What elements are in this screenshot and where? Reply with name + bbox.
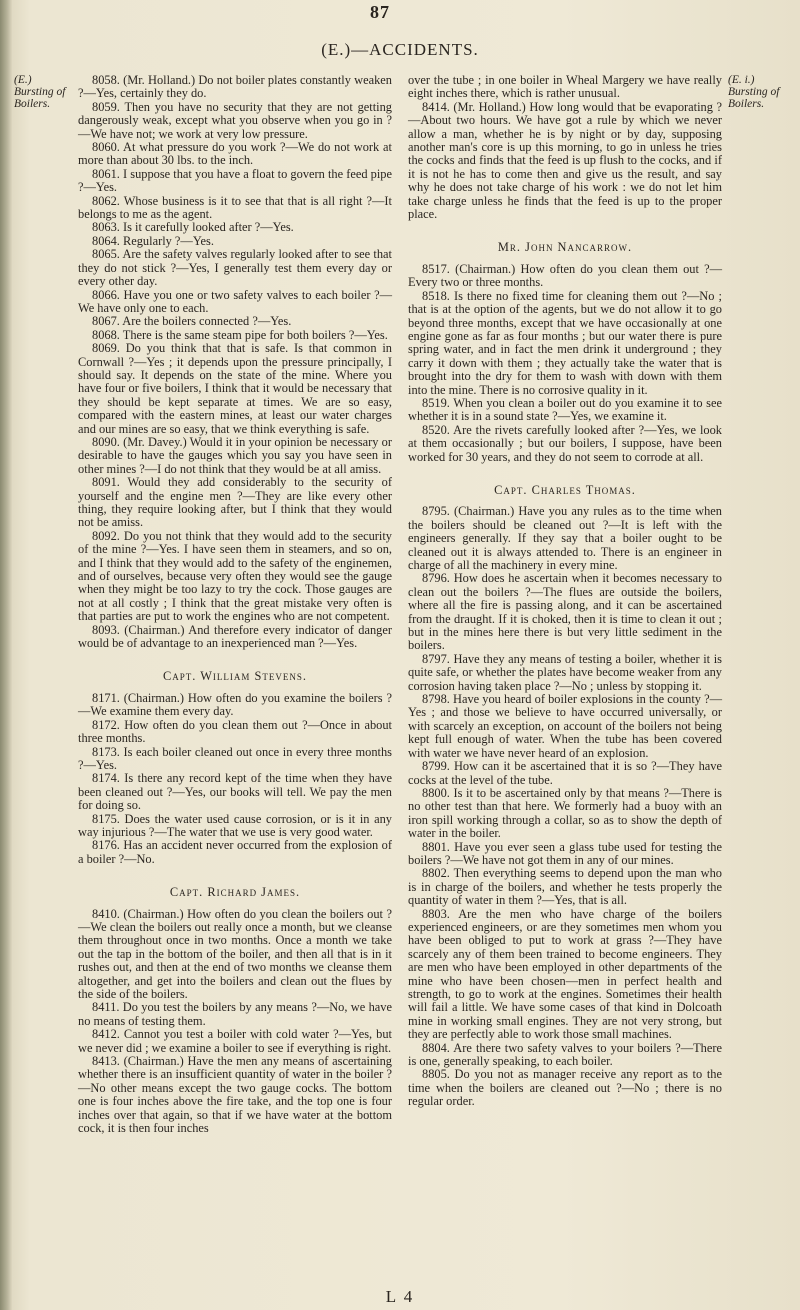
paragraph: 8058. (Mr. Holland.) Do not boiler plates constantly weaken ?—Yes, certainly they do. <box>78 73 392 101</box>
paragraph: 8062. Whose business is it to see that that is all right ?—It belongs to me as the agent. <box>78 193 392 222</box>
paragraph: 8796. How does he ascertain when it becomes necessary to clean out the boilers ?—The flues are outside the boilers, where all the fire is passing along, and it can be ascertained from the draught. If it is choked, then it is time to clean it out ; but in the mines here there is but very little sediment in the boilers. <box>408 571 722 653</box>
left-paragraphs-1 <box>78 74 392 650</box>
speaker-heading: Capt. William Stevens. <box>162 669 307 684</box>
right-paragraphs-3 <box>408 505 722 1108</box>
paragraph: 8063. Is it carefully looked after ?—Yes. <box>92 220 294 235</box>
paragraph: 8520. Are the rivets carefully looked after ?—Yes, we look at them occasionally ; but our boilers, I suppose, have been worked for 30 years, and they do not seem to corrode at all. <box>408 422 722 464</box>
paragraph: 8798. Have you heard of boiler explosions in the county ?—Yes ; and those we believe to have occurred universally, or with scarcely an exception, on account of the boilers not being kept full enough of water. When the tube has been covered with water we have never heard of an explosion. <box>408 692 722 760</box>
paragraph: 8091. Would they add considerably to the security of yourself and the engine men ?—They are like every other thing, they require looking after, but I think that they would not be amiss. <box>78 475 392 530</box>
paragraph: 8414. (Mr. Holland.) How long would that be evaporating ?—About two hours. We have got a rule by which we never allow a man, whether he is by night or by day, supposing another man's core is up this morning, to go in unless he tries the cocks and finds that the feed is up flush to the cocks, and if it is not he has to come then and give us the result, and say why he does not take charge of his work : we do not let him take charge unless he finds that the feed is up to the proper place. <box>408 99 722 222</box>
paragraph: 8797. Have they any means of testing a boiler, whether it is quite safe, or whether the plates have become weaker from any corrosion having taken place ?—No ; unless by stopping it. <box>408 651 722 693</box>
paragraph: 8411. Do you test the boilers by any means ?—No, we have no means of testing them. <box>78 1000 392 1028</box>
paragraph: 8069. Do you think that that is safe. Is that common in Cornwall ?—Yes ; it depends upon the pressure principally, I should say. It depends on the state of the mine. Where you have four or five boilers, I think that it would be necessary that they should be kept separate at times. We are so easy, compared with the eastern mines, at least our water charges and our mines are so easy, that we think everything is safe. <box>78 341 392 436</box>
paragraph: 8059. Then you have no security that they are not getting dangerously weak, except what you observe when you go in ?—We have not; we work at very low pressure. <box>78 99 392 141</box>
paragraph: 8175. Does the water used cause corrosion, or is it in any way injurious ?—The water that we use is very good water. <box>78 811 392 839</box>
book-binding-edge <box>0 0 12 1310</box>
paragraph: 8060. At what pressure do you work ?—We do not work at more than about 30 lbs. to the inch. <box>78 140 392 168</box>
right-column <box>408 74 722 1109</box>
left-paragraphs-3 <box>78 908 392 1136</box>
paragraph: 8176. Has an accident never occurred from the explosion of a boiler ?—No. <box>78 838 392 866</box>
paragraph: 8093. (Chairman.) And therefore every indicator of danger would be of advantage to an inexperienced man ?—Yes. <box>78 622 392 651</box>
paragraph: 8805. Do you not as manager receive any report as to the time when the boilers are cleaned out ?—No ; there is no regular order. <box>408 1067 722 1109</box>
paragraph: 8518. Is there no fixed time for cleaning them out ?—No ; that is at the option of the agents, but we do not allow it to go beyond three months, except that we have occasionally at one engine gone as far as four months ; but our water there is pure spring water, and in fact the men drink it underground ; they carry it down with them ; they actually take the water that is brought into the dry for them to wash with down with them into the mine. There is no corrosive quality in it. <box>408 288 722 397</box>
paragraph: 8413. (Chairman.) Have the men any means of ascertaining whether there is an insufficient quantity of water in the boiler ?—No other means except the two gauge cocks. The bottom one is four inches above the fire take, and the top one is four inches over that again, so that if we have water at the bottom cock, it is then four inches <box>78 1054 392 1136</box>
paragraph: 8804. Are there two safety valves to your boilers ?—There is one, generally speaking, to each boiler. <box>408 1040 722 1069</box>
section-header: (E.)—ACCIDENTS. <box>321 40 479 59</box>
paragraph: over the tube ; in one boiler in Wheal Margery we have really eight inches there, which is rather unusual. <box>408 73 722 101</box>
left-paragraphs-2 <box>78 692 392 866</box>
paragraph: 8799. How can it be ascertained that it is so ?—They have cocks at the level of the tube. <box>408 759 722 787</box>
left-column <box>78 74 392 1135</box>
page-number: 87 <box>370 2 390 22</box>
paragraph: 8173. Is each boiler cleaned out once in every three months ?—Yes. <box>78 744 392 772</box>
paragraph: 8068. There is the same steam pipe for both boilers ?—Yes. <box>92 327 388 342</box>
paragraph: 8061. I suppose that you have a float to govern the feed pipe ?—Yes. <box>78 166 392 195</box>
paragraph: 8064. Regularly ?—Yes. <box>92 233 214 248</box>
paragraph: 8803. Are the men who have charge of the boilers experienced engineers, or are they sometimes men whom you have been obliged to put to work at grass ?—They have scarcely any of them been trained to become engineers. They are men who have been employed in other departments of the mine who have been chosen—men in perfect health and strength, to go to work at the engines. Sometimes their health will fail a little. We have some cases of that kind in Dolcoath mine in working small engines. They are not very strong, but they are perfectly able to work those small machines. <box>408 906 722 1042</box>
margin-note-right: (E. i.) Bursting of Boilers. <box>728 74 780 110</box>
signature-mark: L 4 <box>385 1287 415 1306</box>
paragraph: 8412. Cannot you test a boiler with cold water ?—Yes, but we never did ; we examine a boiler to see if everything is right. <box>78 1027 392 1055</box>
paragraph: 8174. Is there any record kept of the time when they have been cleaned out ?—Yes, our books will tell. We pay the men for doing so. <box>78 771 392 813</box>
paragraph: 8172. How often do you clean them out ?—Once in about three months. <box>78 717 392 746</box>
paragraph: 8066. Have you one or two safety valves to each boiler ?—We have only one to each. <box>78 287 392 315</box>
speaker-heading: Mr. John Nancarrow. <box>497 240 633 255</box>
paragraph: 8795. (Chairman.) Have you any rules as to the time when the boilers should be cleaned out ?—It is left with the engineers generally. If they say that a boiler ought to be cleaned out it is always attended to. There is an engineer in charge of all the machinery in every mine. <box>408 504 722 572</box>
margin-note-left: (E.) Bursting of Boilers. <box>14 74 66 110</box>
paragraph: 8410. (Chairman.) How often do you clean the boilers out ?—We clean the boilers out really once a month, but we cleanse them throughout once in two months. Once a month we take out the tap in the bottom of the boiler, and then all that is in it rushes out, and then at the end of two months we cleanse them altogether, and get into the boilers and clean out the flues by the side of the boilers. <box>78 906 392 1001</box>
speaker-heading: Capt. Charles Thomas. <box>494 482 636 497</box>
speaker-heading: Capt. Richard James. <box>169 885 301 900</box>
paragraph: 8802. Then everything seems to depend upon the man who is in charge of the boilers, and whether he tests properly the quantity of water in them ?—Yes, that is all. <box>408 866 722 908</box>
paragraph: 8090. (Mr. Davey.) Would it in your opinion be necessary or desirable to have the gauges which you say you have seen in other mines ?—I do not think that they would be at all amiss. <box>78 434 392 476</box>
paragraph: 8800. Is it to be ascertained only by that means ?—There is no other test than that here. We formerly had a buoy with an iron spill working through a collar, so as to show the depth of water in the boiler. <box>408 785 722 841</box>
paragraph: 8519. When you clean a boiler out do you examine it to see whether it is in a sound state ?—Yes, we examine it. <box>408 395 722 424</box>
right-paragraphs-1 <box>408 74 722 221</box>
paragraph: 8801. Have you ever seen a glass tube used for testing the boilers ?—We have not got them in any of our mines. <box>408 839 722 867</box>
paragraph: 8517. (Chairman.) How often do you clean them out ?—Every two or three months. <box>408 261 722 290</box>
paragraph: 8067. Are the boilers connected ?—Yes. <box>92 314 292 329</box>
paragraph: 8092. Do you not think that they would add to the security of the mine ?—Yes. I have seen them in steamers, and so on, and I think that they would add to the safety of the enginemen, and of ourselves, because very often they would see the gauge when they might be too lazy to try the cock. Those gauges are not at all costly ; I think that the great mistake very often is that parties are put to work the engines who are not competent. <box>78 528 392 624</box>
paragraph: 8171. (Chairman.) How often do you examine the boilers ?—We examine them every day. <box>78 690 392 719</box>
paragraph: 8065. Are the safety valves regularly looked after to see that they do not stick ?—Yes, I generally test them every day or every other day. <box>78 247 392 289</box>
right-paragraphs-2 <box>408 263 722 464</box>
